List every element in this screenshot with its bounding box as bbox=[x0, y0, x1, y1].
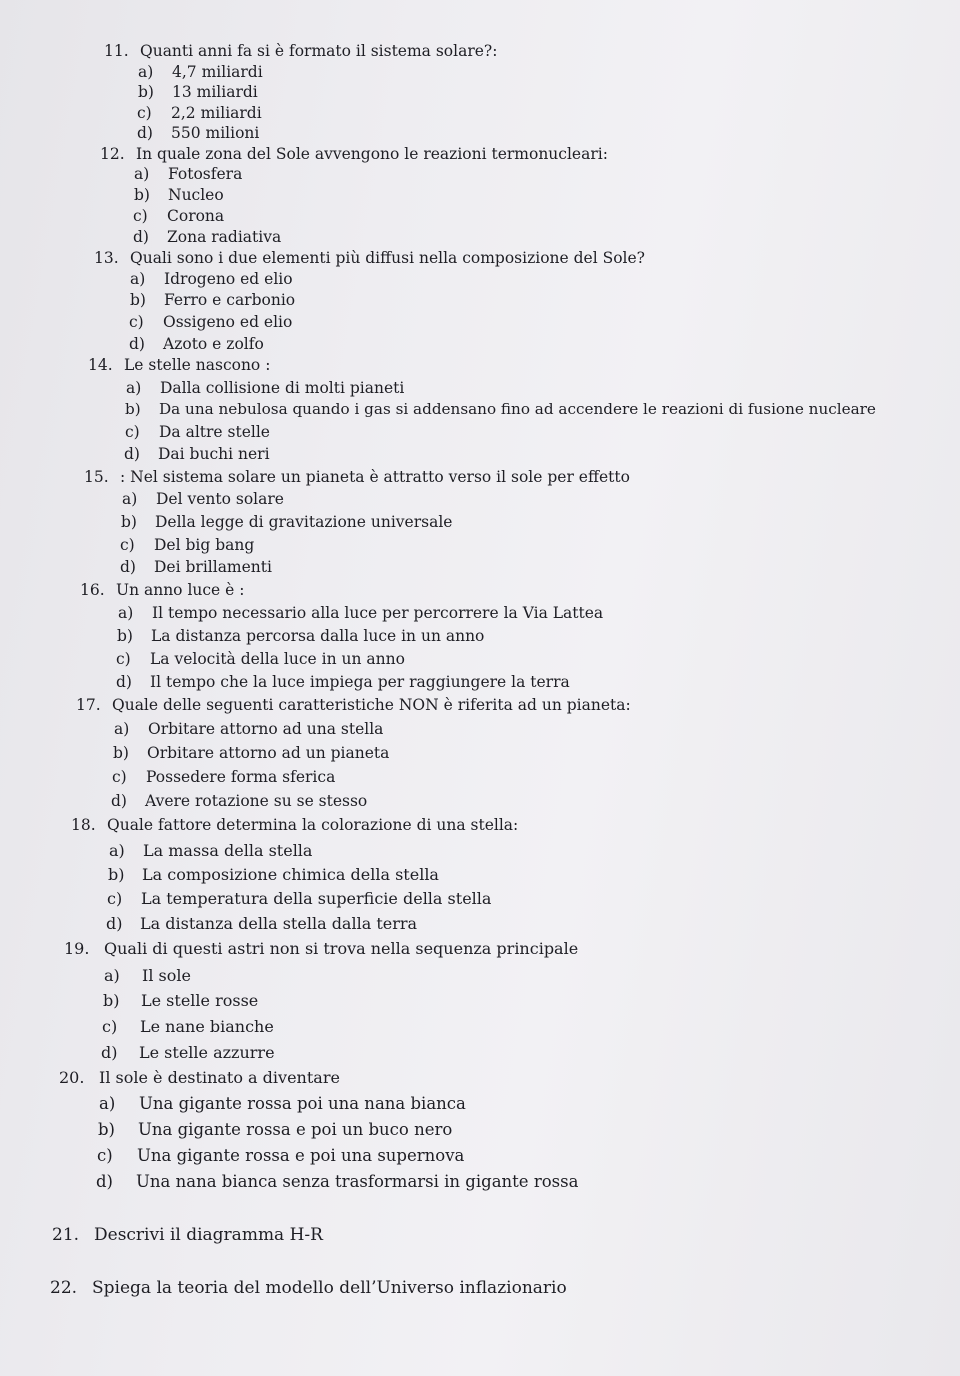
option: d) Dei brillamenti bbox=[120, 558, 272, 576]
question-14: 14. Le stelle nascono : bbox=[88, 356, 271, 374]
option: a) Orbitare attorno ad una stella bbox=[114, 720, 384, 738]
option: d) Una nana bianca senza trasformarsi in gigante rossa bbox=[96, 1172, 579, 1191]
option: a) Una gigante rossa poi una nana bianca bbox=[99, 1094, 466, 1113]
question-21: 21. Descrivi il diagramma H-R bbox=[52, 1225, 323, 1245]
option: d) Avere rotazione su se stesso bbox=[111, 792, 368, 810]
option: d) Dai buchi neri bbox=[124, 445, 270, 463]
option: c) Ossigeno ed elio bbox=[129, 313, 293, 331]
option: c) La velocità della luce in un anno bbox=[116, 650, 405, 668]
question-22: 22. Spiega la teoria del modello dell’Universo inflazionario bbox=[50, 1278, 567, 1298]
option: a) Il tempo necessario alla luce per percorrere la Via Lattea bbox=[118, 604, 604, 622]
option: d) Zona radiativa bbox=[133, 228, 282, 246]
option: b) Ferro e carbonio bbox=[130, 291, 296, 309]
question-16: 16. Un anno luce è : bbox=[80, 581, 245, 599]
option: a) Del vento solare bbox=[122, 490, 284, 508]
option: d) Il tempo che la luce impiega per raggiungere la terra bbox=[116, 673, 570, 691]
option: c) Le nane bianche bbox=[102, 1017, 274, 1036]
option: a) Dalla collisione di molti pianeti bbox=[126, 379, 405, 397]
option: c) Possedere forma sferica bbox=[112, 768, 336, 786]
option: b) La distanza percorsa dalla luce in un anno bbox=[117, 627, 485, 645]
option: d) Le stelle azzurre bbox=[101, 1043, 275, 1062]
question-13: 13. Quali sono i due elementi più diffusi nella composizione del Sole? bbox=[94, 249, 645, 267]
question-17: 17. Quale delle seguenti caratteristiche NON è riferita ad un pianeta: bbox=[76, 696, 631, 714]
option: c) 2,2 miliardi bbox=[137, 104, 262, 122]
option: a) La massa della stella bbox=[109, 841, 313, 860]
option: b) Della legge di gravitazione universale bbox=[121, 513, 453, 531]
option: b) Da una nebulosa quando i gas si addensano fino ad accendere le reazioni di fusione nucleare bbox=[125, 400, 876, 418]
option: c) Del big bang bbox=[120, 536, 255, 554]
question-15: 15. : Nel sistema solare un pianeta è attratto verso il sole per effetto bbox=[84, 468, 630, 486]
option: d) 550 milioni bbox=[137, 124, 260, 142]
option: a) Fotosfera bbox=[134, 165, 243, 183]
option: c) La temperatura della superficie della stella bbox=[107, 889, 492, 908]
option: d) La distanza della stella dalla terra bbox=[106, 914, 418, 933]
option: a) Il sole bbox=[104, 966, 191, 985]
option: b) Orbitare attorno ad un pianeta bbox=[113, 744, 390, 762]
option: a) 4,7 miliardi bbox=[138, 63, 263, 81]
question-11: 11. Quanti anni fa si è formato il sistema solare?: bbox=[104, 42, 498, 60]
option: c) Corona bbox=[133, 207, 225, 225]
question-18: 18. Quale fattore determina la colorazione di una stella: bbox=[71, 816, 519, 834]
option: c) Una gigante rossa e poi una supernova bbox=[97, 1146, 465, 1165]
option: c) Da altre stelle bbox=[125, 423, 270, 441]
option: b) Nucleo bbox=[134, 186, 224, 204]
question-12: 12. In quale zona del Sole avvengono le reazioni termonucleari: bbox=[100, 145, 608, 163]
question-19: 19. Quali di questi astri non si trova nella sequenza principale bbox=[64, 939, 579, 958]
option: b) 13 miliardi bbox=[138, 83, 258, 101]
question-20: 20. Il sole è destinato a diventare bbox=[59, 1068, 340, 1087]
option: b) La composizione chimica della stella bbox=[108, 865, 439, 884]
option: d) Azoto e zolfo bbox=[129, 335, 264, 353]
option: b) Le stelle rosse bbox=[103, 991, 259, 1010]
option: b) Una gigante rossa e poi un buco nero bbox=[98, 1120, 453, 1139]
option: a) Idrogeno ed elio bbox=[130, 270, 293, 288]
